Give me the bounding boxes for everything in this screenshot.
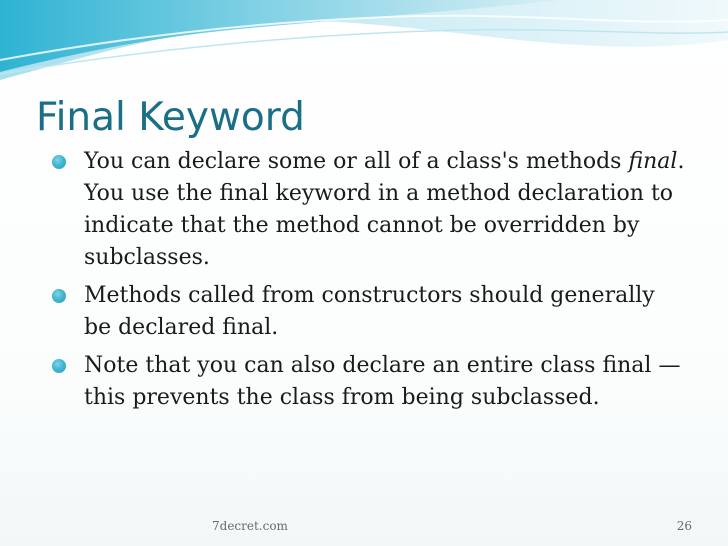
bullet-emphasis: final (628, 149, 678, 174)
bullet-list (48, 146, 688, 420)
bullet-text-prefix: You can declare some or all of a class's methods (84, 149, 629, 174)
bullet-text-suffix: . You use the final keyword in a method declaration to indicate that the method cannot be overridden by subclasses. (84, 149, 685, 270)
bullet-item (48, 350, 688, 414)
header-wave-decoration (0, 0, 728, 90)
page-number: 26 (676, 519, 692, 533)
bullet-dot-icon (52, 155, 66, 169)
bullet-dot-icon (52, 359, 66, 373)
bullet-dot-icon (52, 289, 66, 303)
bullet-item (48, 280, 688, 344)
bullet-text: Methods called from constructors should generally be declared final. (84, 283, 655, 340)
footer-source: 7decret.com (212, 519, 288, 533)
slide-title: Final Keyword (36, 95, 305, 140)
bullet-item (48, 146, 688, 274)
bullet-text: Note that you can also declare an entire class final — this prevents the class from being subclassed. (84, 353, 681, 410)
